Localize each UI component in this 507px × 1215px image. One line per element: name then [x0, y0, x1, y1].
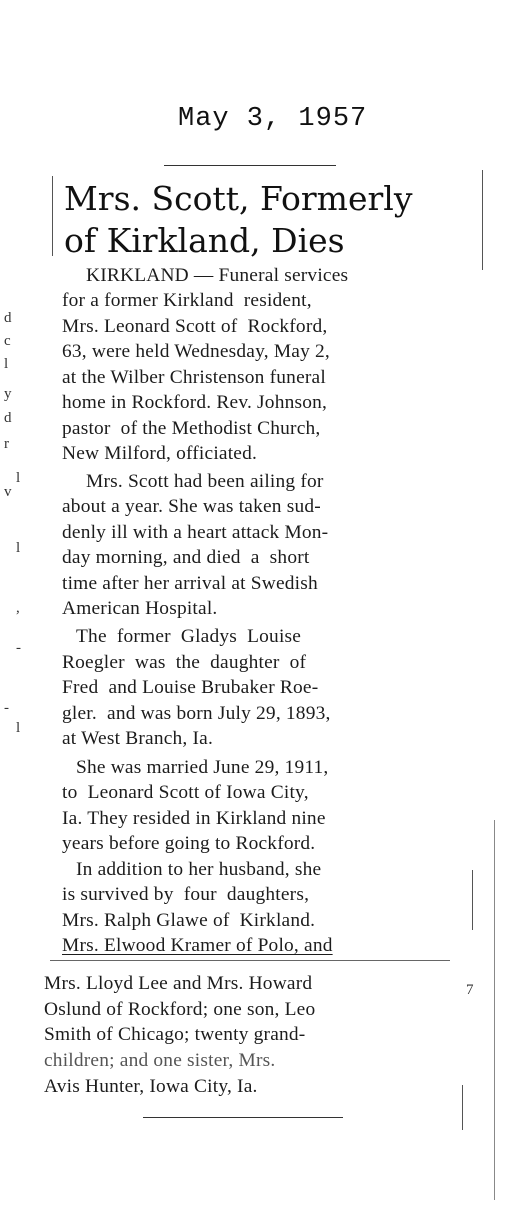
body-line: children; and one sister, Mrs. — [44, 1050, 276, 1071]
margin-fragment: , — [16, 600, 20, 616]
body-line: The former Gladys Louise — [76, 626, 302, 647]
body-line: gler. and was born July 29, 1893, — [62, 703, 331, 724]
margin-fragment: l — [4, 356, 9, 372]
right-edge-border — [494, 820, 495, 1200]
body-line: time after her arrival at Swedish — [62, 573, 318, 594]
margin-fragment: y — [4, 386, 12, 402]
margin-fragment: v — [4, 484, 12, 500]
body-line: for a former Kirkland resident, — [62, 290, 312, 311]
bottom-divider — [143, 1117, 343, 1118]
body-line: Mrs. Leonard Scott of Rockford, — [62, 316, 328, 337]
column-cut-line — [50, 960, 450, 961]
margin-fragment: d — [4, 310, 12, 326]
margin-fragment: c — [4, 333, 11, 349]
body-line: to Leonard Scott of Iowa City, — [62, 782, 309, 803]
right-edge-border-short — [462, 1085, 463, 1130]
body-line: denly ill with a heart attack Mon- — [62, 522, 329, 543]
right-column-border-lower — [472, 870, 473, 930]
body-line: years before going to Rockford. — [62, 833, 316, 854]
body-line: about a year. She was taken sud- — [62, 496, 321, 517]
margin-fragment: l — [16, 720, 21, 736]
margin-fragment: l — [16, 540, 21, 556]
body-line: Avis Hunter, Iowa City, Ia. — [44, 1076, 258, 1097]
margin-fragment: r — [4, 436, 9, 452]
body-line: She was married June 29, 1911, — [76, 757, 329, 778]
margin-fragment: - — [16, 640, 21, 656]
body-line: American Hospital. — [62, 598, 218, 619]
body-line: KIRKLAND — Funeral services — [86, 265, 349, 286]
margin-fragment: - — [4, 700, 9, 716]
margin-fragment: l — [16, 470, 21, 486]
body-line: 63, were held Wednesday, May 2, — [62, 341, 330, 362]
margin-fragment: d — [4, 410, 12, 426]
body-line: home in Rockford. Rev. Johnson, — [62, 392, 328, 413]
body-line: In addition to her husband, she — [76, 859, 322, 880]
body-line: day morning, and died a short — [62, 547, 310, 568]
body-line: is survived by four daughters, — [62, 884, 310, 905]
body-line: Smith of Chicago; twenty grand- — [44, 1024, 306, 1045]
body-line: at the Wilber Christenson funeral — [62, 367, 326, 388]
body-line: Oslund of Rockford; one son, Leo — [44, 999, 316, 1020]
body-line: Mrs. Lloyd Lee and Mrs. Howard — [44, 973, 313, 994]
body-line: New Milford, officiated. — [62, 443, 258, 464]
top-divider — [164, 165, 336, 166]
headline-line: Mrs. Scott, Formerly — [64, 179, 413, 218]
left-column-border — [52, 176, 53, 256]
body-line: Mrs. Scott had been ailing for — [86, 471, 324, 492]
article-headline — [64, 178, 484, 262]
body-line: Ia. They resided in Kirkland nine — [62, 808, 326, 829]
body-line: Mrs. Elwood Kramer of Polo, and — [62, 935, 333, 956]
clipping-date: May 3, 1957 — [178, 104, 368, 134]
body-line: pastor of the Methodist Church, — [62, 418, 321, 439]
body-line: Fred and Louise Brubaker Roe- — [62, 677, 319, 698]
body-line: Mrs. Ralph Glawe of Kirkland. — [62, 910, 316, 931]
body-line: Roegler was the daughter of — [62, 652, 307, 673]
headline-line: of Kirkland, Dies — [64, 221, 345, 260]
body-line: at West Branch, Ia. — [62, 728, 214, 749]
margin-fragment: 7 — [466, 982, 474, 998]
